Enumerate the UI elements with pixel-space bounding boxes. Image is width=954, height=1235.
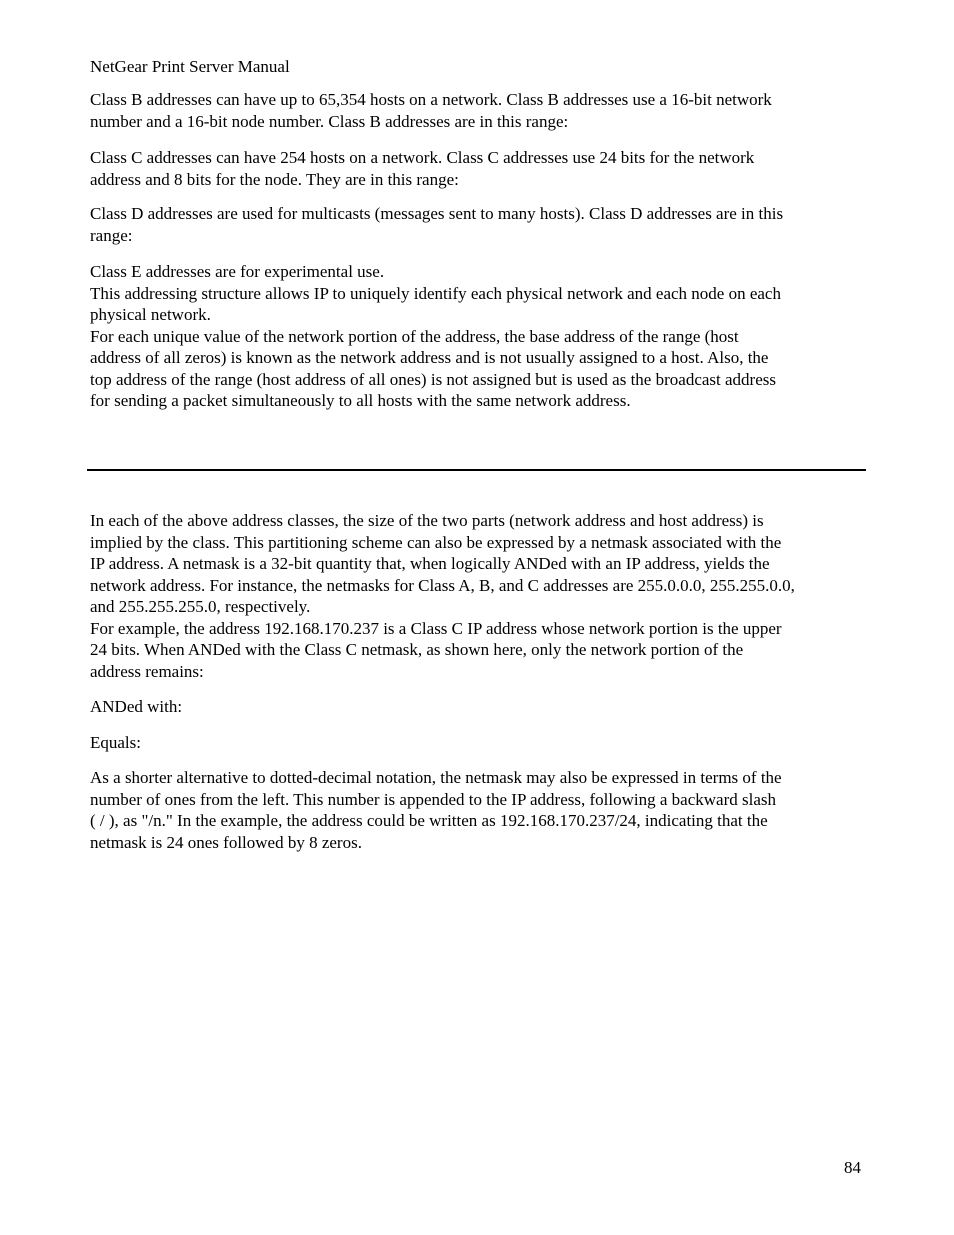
text-line: Class D addresses are used for multicasts (messages sent to many hosts). Class D addresses are in this	[90, 204, 784, 223]
text-line: for sending a packet simultaneously to all hosts with the same network address.	[90, 391, 631, 410]
text-line: address and 8 bits for the node. They are in this range:	[90, 169, 459, 189]
text-line: 24 bits. When ANDed with the Class C netmask, as shown here, only the network portion of the	[90, 640, 744, 659]
text-line: Class B addresses can have up to 65,354 hosts on a network. Class B addresses use a 16-bit network	[90, 90, 772, 109]
text-line: physical network.	[90, 305, 211, 324]
page-number: 84	[844, 1158, 861, 1177]
paragraph-alternative-notation	[90, 767, 782, 853]
text-line: network address. For instance, the netmasks for Class A, B, and C addresses are 255.0.0.0, 255.255.0.0,	[90, 575, 795, 595]
text-line: As a shorter alternative to dotted-decimal notation, the netmask may also be expressed in terms of the	[90, 768, 782, 787]
text-line: For each unique value of the network portion of the address, the base address of the range (host	[90, 326, 739, 346]
paragraph-netmask	[90, 510, 795, 682]
text-line: and 255.255.255.0, respectively.	[90, 597, 311, 616]
text-line: This addressing structure allows IP to uniquely identify each physical network and each node on each	[90, 283, 781, 303]
text-line: IP address. A netmask is a 32-bit quantity that, when logically ANDed with an IP address, yields the	[90, 554, 770, 573]
text-line: number of ones from the left. This number is appended to the IP address, following a backward slash	[90, 789, 776, 809]
anded-with-label: ANDed with:	[90, 697, 183, 716]
text-line: range:	[90, 225, 133, 245]
text-line: implied by the class. This partitioning scheme can also be expressed by a netmask associated with the	[90, 532, 782, 552]
text-line: top address of the range (host address of all ones) is not assigned but is used as the broadcast address	[90, 369, 776, 389]
text-line: address of all zeros) is known as the network address and is not usually assigned to a host. Also, the	[90, 348, 769, 367]
text-line: netmask is 24 ones followed by 8 zeros.	[90, 832, 362, 852]
text-line: ( / ), as "/n." In the example, the address could be written as 192.168.170.237/24, indicating that the	[90, 811, 768, 830]
running-header: NetGear Print Server Manual	[90, 57, 290, 76]
paragraph-class-b	[90, 89, 772, 132]
paragraph-class-c	[90, 147, 754, 190]
paragraph-class-e	[90, 261, 781, 412]
text-line: number and a 16-bit node number. Class B addresses are in this range:	[90, 111, 569, 131]
paragraph-class-d	[90, 203, 783, 246]
equals-label: Equals:	[90, 733, 141, 752]
text-line: Class C addresses can have 254 hosts on a network. Class C addresses use 24 bits for the network	[90, 148, 755, 167]
section-divider	[87, 469, 866, 471]
text-line: address remains:	[90, 661, 204, 681]
text-line: In each of the above address classes, the size of the two parts (network address and host address) is	[90, 511, 764, 530]
text-line: For example, the address 192.168.170.237 is a Class C IP address whose network portion is the upper	[90, 618, 782, 638]
text-line: Class E addresses are for experimental use.	[90, 262, 385, 281]
